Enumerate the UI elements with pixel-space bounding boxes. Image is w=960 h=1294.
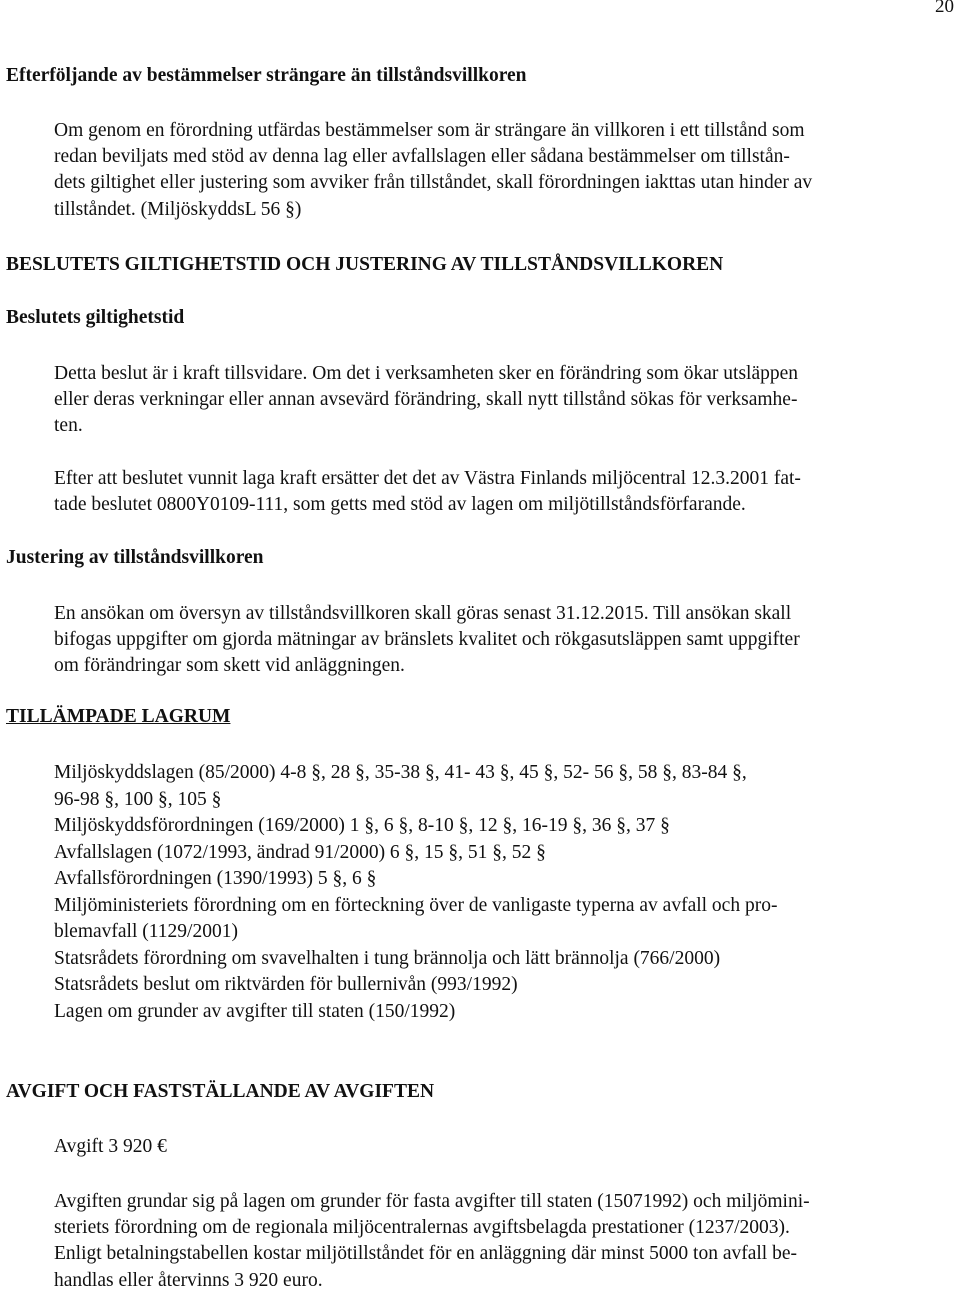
text-line: Efter att beslutet vunnit laga kraft ersätter det det av Västra Finlands miljöcentral 12.3.2001 fat- — [54, 468, 801, 489]
law-item: Lagen om grunder av avgifter till staten (150/1992) — [54, 1000, 456, 1022]
paragraph-validity — [54, 361, 952, 440]
subheading-validity: Beslutets giltighetstid — [6, 307, 185, 328]
paragraph-fee-basis — [54, 1189, 952, 1294]
paragraph-stricter-provisions — [54, 118, 952, 223]
law-item: Statsrådets beslut om riktvärden för bullernivån (993/1992) — [54, 974, 518, 995]
text-line: ten. — [54, 415, 83, 437]
law-item: Avfallsförordningen (1390/1993) 5 §, 6 § — [54, 868, 377, 889]
law-item: blemavfall (1129/2001) — [54, 921, 238, 942]
text-line: bifogas uppgifter om gjorda mätningar av bränslets kvalitet och rökgasutsläppen samt uppgifter — [54, 629, 800, 651]
page-number: 20 — [935, 0, 954, 17]
text-line: steriets förordning om de regionala miljöcentralernas avgiftsbelagda prestationer (1237/2003). — [54, 1217, 790, 1239]
paragraph-adjustment — [54, 601, 952, 680]
text-line: om förändringar som skett vid anläggningen. — [54, 655, 405, 677]
law-item: Statsrådets förordning om svavelhalten i tung brännolja och lätt brännolja (766/2000) — [54, 947, 721, 969]
text-line: handlas eller återvinns 3 920 euro. — [54, 1269, 323, 1291]
text-line: eller deras verkningar eller annan avsevärd förändring, skall nytt tillstånd sökas för verksamhe- — [54, 389, 798, 411]
text-line: Detta beslut är i kraft tillsvidare. Om det i verksamheten sker en förändring som ökar utsläppen — [54, 363, 799, 384]
law-item: Miljöministeriets förordning om en förteckning över de vanligaste typerna av avfall och pro- — [54, 894, 778, 916]
text-line: En ansökan om översyn av tillståndsvillkoren skall göras senast 31.12.2015. Till ansökan skall — [54, 603, 792, 624]
text-line: Enligt betalningstabellen kostar miljötillståndet för en anläggning där minst 5000 ton avfall be- — [54, 1243, 797, 1265]
section-heading-applied-law: TILLÄMPADE LAGRUM — [6, 706, 231, 727]
law-list — [54, 760, 952, 1025]
text-line: redan beviljats med stöd av denna lag eller avfallslagen eller sådana bestämmelser om tillstån- — [54, 146, 790, 168]
fee-amount: Avgift 3 920 € — [54, 1136, 167, 1157]
section-heading-fee: AVGIFT OCH FASTSTÄLLANDE AV AVGIFTEN — [6, 1081, 435, 1102]
text-line: Om genom en förordning utfärdas bestämmelser som är strängare än villkoren i ett tillstånd som — [54, 120, 805, 141]
law-item: 96-98 §, 100 §, 105 § — [54, 788, 222, 810]
paragraph-replaces-decision — [54, 466, 952, 518]
law-item: Miljöskyddsförordningen (169/2000) 1 §, 6 §, 8-10 §, 12 §, 16-19 §, 36 §, 37 § — [54, 815, 670, 836]
text-line: tillståndet. (MiljöskyddsL 56 §) — [54, 198, 302, 220]
section-heading-validity-and-adjustment: BESLUTETS GILTIGHETSTID OCH JUSTERING AV TILLSTÅNDSVILLKOREN — [6, 254, 724, 275]
text-line: dets giltighet eller justering som avviker från tillståndet, skall förordningen iakttas utan hinder av — [54, 172, 813, 194]
law-item: Miljöskyddslagen (85/2000) 4-8 §, 28 §, 35-38 §, 41- 43 §, 45 §, 52- 56 §, 58 §, 83-84 §, — [54, 762, 747, 783]
text-line: Avgiften grundar sig på lagen om grunder för fasta avgifter till staten (15071992) och miljömini- — [54, 1191, 810, 1212]
subheading-adjustment: Justering av tillståndsvillkoren — [6, 547, 264, 568]
section-heading-stricter-provisions: Efterföljande av bestämmelser strängare än tillståndsvillkoren — [6, 65, 527, 86]
text-line: tade beslutet 0800Y0109-111, som getts med stöd av lagen om miljötillståndsförfarande. — [54, 494, 746, 516]
law-item: Avfallslagen (1072/1993, ändrad 91/2000) 6 §, 15 §, 51 §, 52 § — [54, 841, 546, 863]
